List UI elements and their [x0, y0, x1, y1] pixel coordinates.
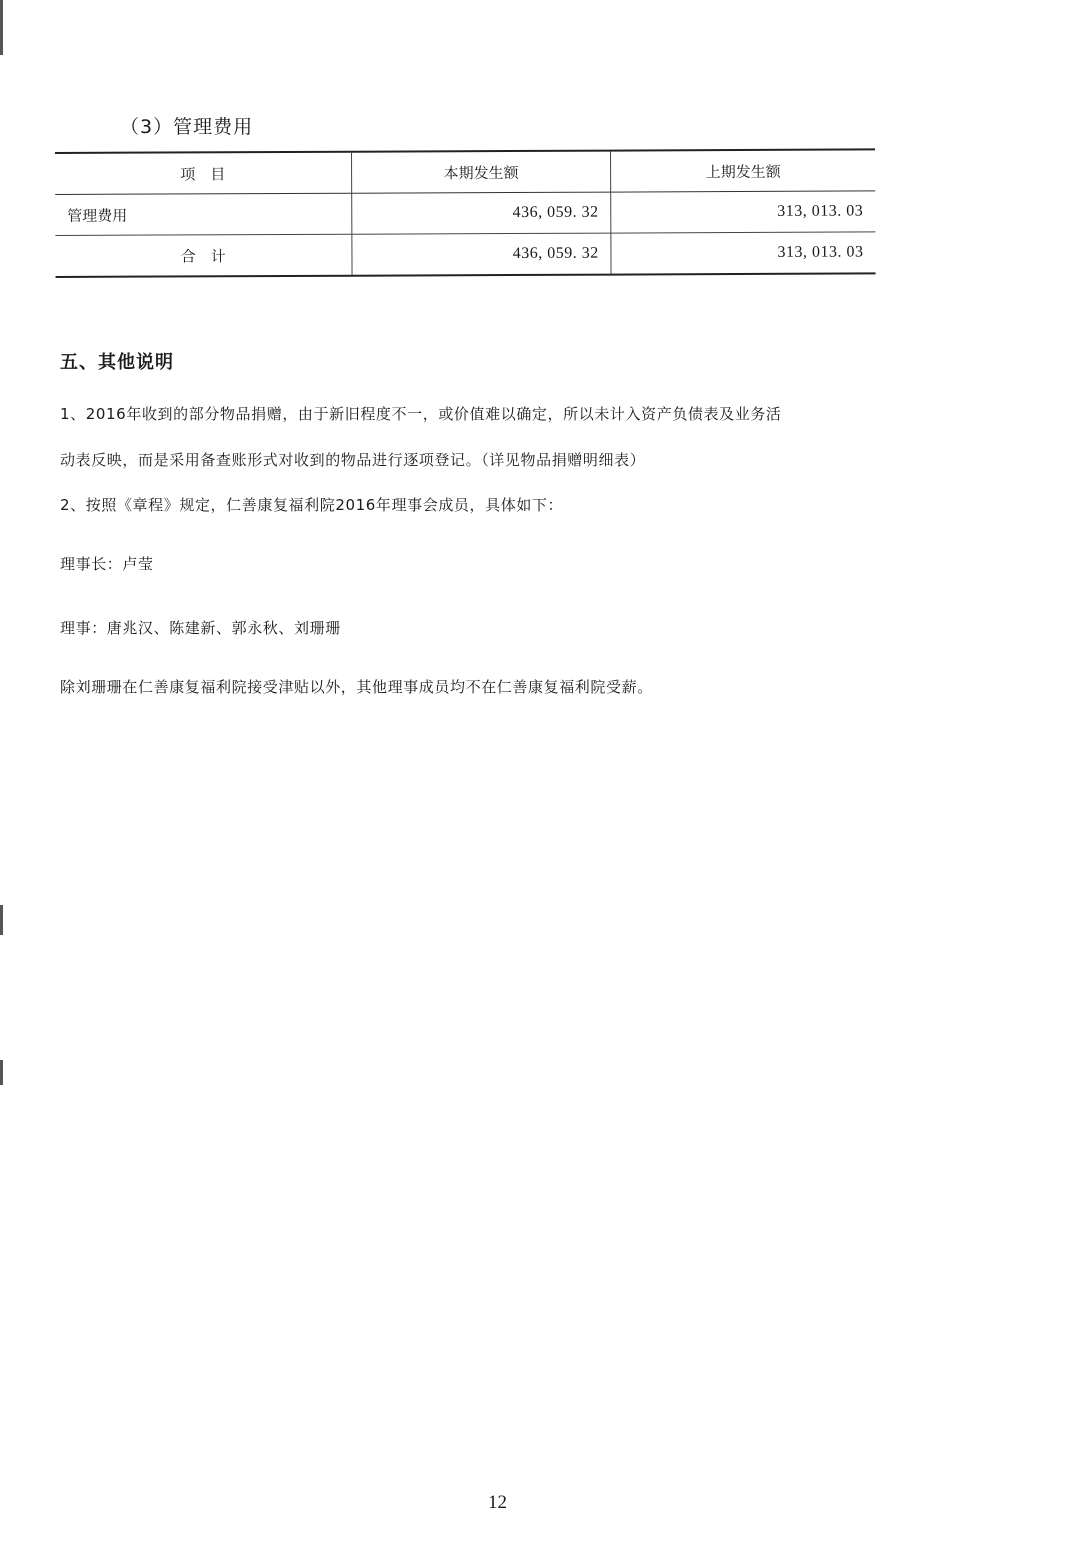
section-title: 五、其他说明: [60, 352, 174, 373]
salary-note: 除刘珊珊在仁善康复福利院接受津贴以外，其他理事成员均不在仁善康复福利院受薪。: [60, 678, 653, 696]
row-current-amount: 436, 059. 32: [351, 192, 611, 234]
header-current-period: 本期发生额: [351, 151, 611, 194]
table-header-row: [55, 149, 875, 194]
subsection-title: （3）管理费用: [120, 116, 254, 138]
scan-edge-mark: [0, 1060, 3, 1085]
total-label: 合 计: [55, 234, 351, 277]
total-previous-amount: 313, 013. 03: [611, 232, 875, 275]
total-current-amount: 436, 059. 32: [351, 233, 611, 276]
chairman-line: 理事长：卢莹: [60, 555, 154, 573]
table-row: [55, 191, 875, 236]
row-item: 管理费用: [55, 193, 351, 235]
scan-edge-mark: [0, 905, 3, 935]
page-number: 12: [488, 1492, 507, 1513]
header-previous-period: 上期发生额: [611, 149, 875, 192]
row-previous-amount: 313, 013. 03: [611, 191, 875, 233]
paragraph-1-line-2: 动表反映，而是采用备查账形式对收到的物品进行逐项登记。（详见物品捐赠明细表）: [60, 451, 646, 469]
paragraph-1-line-1: 1、2016年收到的部分物品捐赠，由于新旧程度不一，或价值难以确定，所以未计入资产负债表及业务活: [60, 405, 782, 423]
directors-line: 理事：唐兆汉、陈建新、郭永秋、刘珊珊: [60, 619, 341, 637]
header-item: 项 目: [55, 152, 351, 195]
admin-expense-table: [55, 148, 876, 278]
paragraph-2: 2、按照《章程》规定，仁善康复福利院2016年理事会成员，具体如下：: [60, 496, 564, 514]
scan-edge-mark: [0, 0, 3, 55]
table-total-row: [55, 232, 875, 277]
